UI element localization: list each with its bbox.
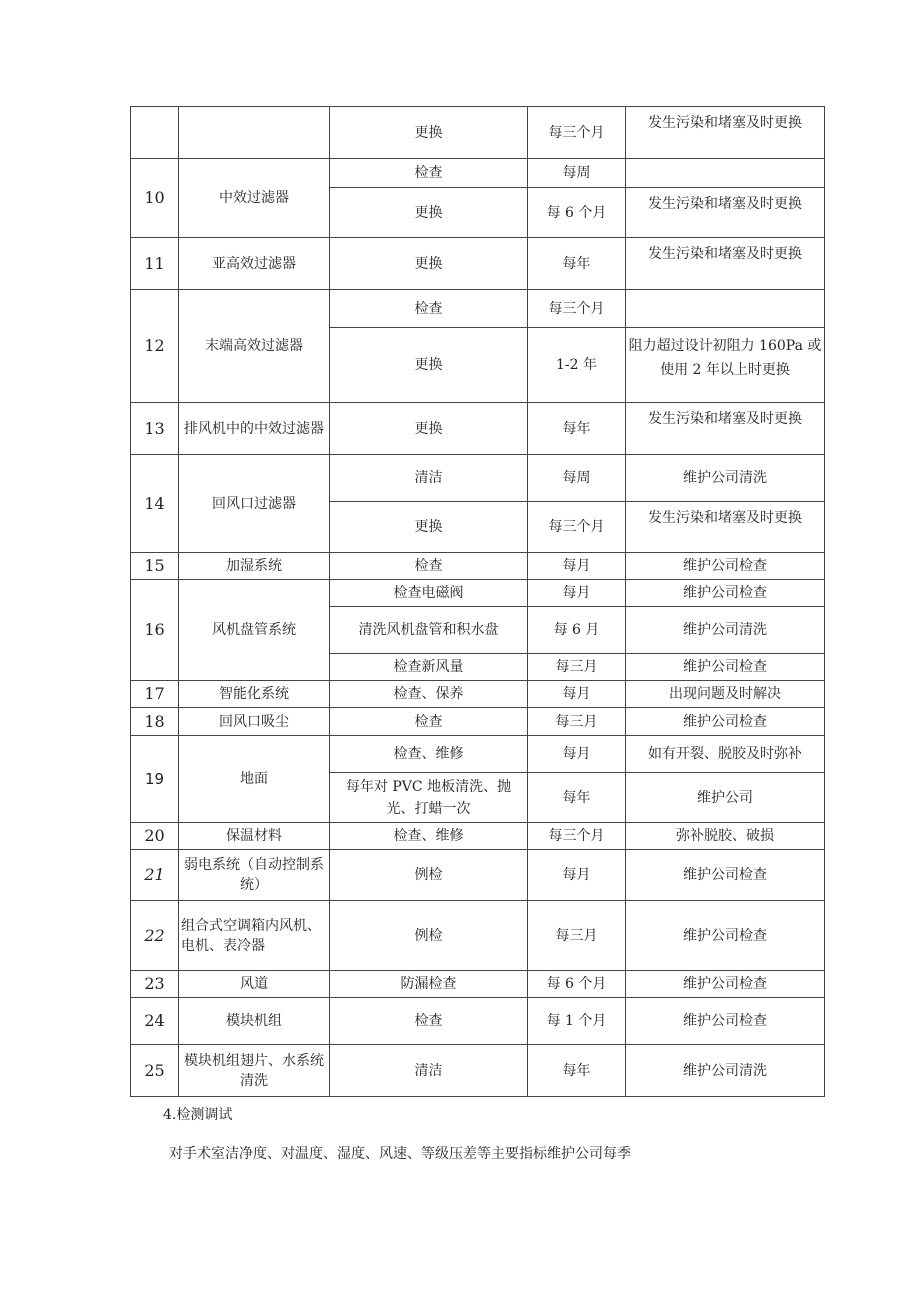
table-row	[131, 238, 825, 290]
action-cell: 检查	[330, 708, 528, 736]
frequency-cell: 每三月	[528, 654, 626, 681]
note-cell: 发生污染和堵塞及时更换	[626, 107, 825, 159]
note-cell: 维护公司清洗	[626, 607, 825, 654]
frequency-cell: 每月	[528, 681, 626, 708]
item-name: 排风机中的中效过滤器	[179, 403, 330, 455]
note-cell: 维护公司清洗	[626, 1045, 825, 1097]
action-cell: 清洗风机盘管和积水盘	[330, 607, 528, 654]
table-row	[131, 736, 825, 773]
frequency-cell: 每月	[528, 580, 626, 607]
action-cell: 清洁	[330, 455, 528, 502]
table-row	[131, 290, 825, 328]
frequency-cell: 每年	[528, 403, 626, 455]
action-cell: 更换	[330, 328, 528, 403]
frequency-cell: 每三个月	[528, 823, 626, 850]
row-number: 13	[131, 403, 179, 455]
action-cell: 更换	[330, 502, 528, 553]
item-name	[179, 107, 330, 159]
action-cell: 更换	[330, 188, 528, 238]
action-cell: 检查、维修	[330, 736, 528, 773]
row-number: 17	[131, 681, 179, 708]
table-row	[131, 901, 825, 971]
action-cell: 检查、维修	[330, 823, 528, 850]
frequency-cell: 每年	[528, 238, 626, 290]
table-row	[131, 1045, 825, 1097]
action-cell: 检查	[330, 159, 528, 188]
frequency-cell: 每 6 个月	[528, 971, 626, 998]
action-cell: 清洁	[330, 1045, 528, 1097]
section-heading: 4.检测调试	[163, 1107, 233, 1123]
note-cell: 维护公司	[626, 773, 825, 823]
row-number: 25	[131, 1045, 179, 1097]
action-cell: 检查	[330, 998, 528, 1045]
item-name: 风机盘管系统	[179, 580, 330, 681]
note-cell: 维护公司检查	[626, 580, 825, 607]
item-name: 地面	[179, 736, 330, 823]
frequency-cell: 每月	[528, 736, 626, 773]
note-cell: 维护公司检查	[626, 553, 825, 580]
action-cell: 更换	[330, 403, 528, 455]
table-row	[131, 553, 825, 580]
item-name: 模块机组	[179, 998, 330, 1045]
note-cell: 维护公司检查	[626, 654, 825, 681]
action-cell: 防漏检查	[330, 971, 528, 998]
row-number: 14	[131, 455, 179, 553]
row-number: 23	[131, 971, 179, 998]
table-row	[131, 580, 825, 607]
table-row	[131, 455, 825, 502]
table-row	[131, 708, 825, 736]
action-cell: 检查	[330, 553, 528, 580]
note-cell: 弥补脱胶、破损	[626, 823, 825, 850]
item-name: 回风口吸尘	[179, 708, 330, 736]
row-number: 11	[131, 238, 179, 290]
body-paragraph: 对手术室洁净度、对温度、湿度、风速、等级压差等主要指标维护公司每季	[169, 1146, 631, 1162]
row-number: 16	[131, 580, 179, 681]
table-row	[131, 681, 825, 708]
item-name: 中效过滤器	[179, 159, 330, 238]
note-cell: 维护公司清洗	[626, 455, 825, 502]
frequency-cell: 每年	[528, 1045, 626, 1097]
row-number	[131, 107, 179, 159]
action-cell: 更换	[330, 238, 528, 290]
item-name: 保温材料	[179, 823, 330, 850]
item-name: 末端高效过滤器	[179, 290, 330, 403]
frequency-cell: 每三个月	[528, 107, 626, 159]
frequency-cell: 每三月	[528, 901, 626, 971]
table-row	[131, 403, 825, 455]
row-number: 24	[131, 998, 179, 1045]
maintenance-table	[130, 106, 825, 1097]
item-name: 模块机组翅片、水系统清洗	[179, 1045, 330, 1097]
row-number: 20	[131, 823, 179, 850]
frequency-cell: 每 6 个月	[528, 188, 626, 238]
note-cell: 发生污染和堵塞及时更换	[626, 502, 825, 553]
action-cell: 例检	[330, 901, 528, 971]
note-cell: 发生污染和堵塞及时更换	[626, 403, 825, 455]
frequency-cell: 每三个月	[528, 502, 626, 553]
row-number: 19	[131, 736, 179, 823]
note-cell: 维护公司检查	[626, 971, 825, 998]
action-cell: 检查新风量	[330, 654, 528, 681]
frequency-cell: 1-2 年	[528, 328, 626, 403]
action-cell: 例检	[330, 850, 528, 901]
row-number: 18	[131, 708, 179, 736]
row-number: 10	[131, 159, 179, 238]
table-row	[131, 107, 825, 159]
action-cell: 检查电磁阀	[330, 580, 528, 607]
item-name: 弱电系统（自动控制系统）	[179, 850, 330, 901]
frequency-cell: 每年	[528, 773, 626, 823]
note-cell: 如有开裂、脱胶及时弥补	[626, 736, 825, 773]
action-cell: 更换	[330, 107, 528, 159]
frequency-cell: 每周	[528, 455, 626, 502]
note-cell: 维护公司检查	[626, 708, 825, 736]
item-name: 回风口过滤器	[179, 455, 330, 553]
note-cell	[626, 159, 825, 188]
table-row	[131, 159, 825, 188]
table-row	[131, 823, 825, 850]
frequency-cell: 每三月	[528, 708, 626, 736]
frequency-cell: 每月	[528, 553, 626, 580]
frequency-cell: 每月	[528, 850, 626, 901]
item-name: 亚高效过滤器	[179, 238, 330, 290]
frequency-cell: 每周	[528, 159, 626, 188]
note-cell: 阻力超过设计初阻力 160Pa 或使用 2 年以上时更换	[626, 328, 825, 403]
row-number: 22	[131, 901, 179, 971]
note-cell: 维护公司检查	[626, 850, 825, 901]
note-cell: 发生污染和堵塞及时更换	[626, 188, 825, 238]
item-name: 加湿系统	[179, 553, 330, 580]
table-row	[131, 850, 825, 901]
action-cell: 每年对 PVC 地板清洗、抛光、打蜡一次	[330, 773, 528, 823]
note-cell: 维护公司检查	[626, 998, 825, 1045]
row-number: 21	[131, 850, 179, 901]
frequency-cell: 每三个月	[528, 290, 626, 328]
note-cell: 维护公司检查	[626, 901, 825, 971]
note-cell: 出现问题及时解决	[626, 681, 825, 708]
item-name: 组合式空调箱内风机、电机、表冷器	[179, 901, 330, 971]
action-cell: 检查	[330, 290, 528, 328]
item-name: 风道	[179, 971, 330, 998]
item-name: 智能化系统	[179, 681, 330, 708]
frequency-cell: 每 1 个月	[528, 998, 626, 1045]
note-cell	[626, 290, 825, 328]
action-cell: 检查、保养	[330, 681, 528, 708]
table-row	[131, 998, 825, 1045]
row-number: 15	[131, 553, 179, 580]
frequency-cell: 每 6 月	[528, 607, 626, 654]
table-row	[131, 971, 825, 998]
note-cell: 发生污染和堵塞及时更换	[626, 238, 825, 290]
row-number: 12	[131, 290, 179, 403]
